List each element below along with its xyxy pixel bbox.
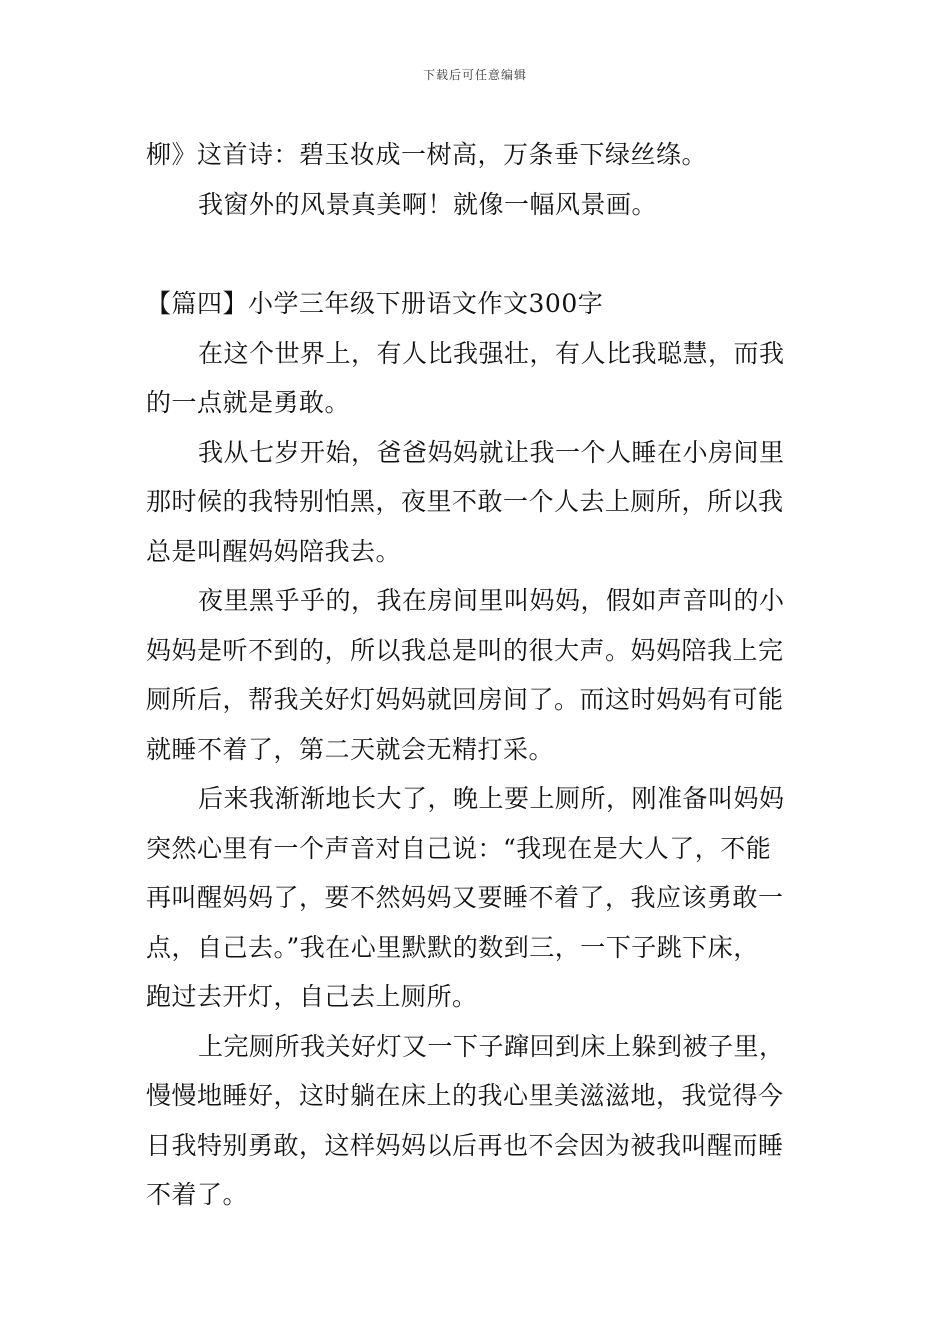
paragraph-gap [146,229,810,279]
essay-line: 慢慢地睡好，这时躺在床上的我心里美滋滋地，我觉得今 [146,1081,784,1110]
essay-line: 后来我渐渐地长大了，晚上要上厕所，刚准备叫妈妈 [198,784,785,813]
document-body [146,130,810,1220]
essay-line: 厕所后，帮我关好灯妈妈就回房间了。而这时妈妈有可能 [146,685,784,714]
essay-line: 那时候的我特别怕黑，夜里不敢一个人去上厕所，所以我 [146,487,784,516]
essay-line: 跑过去开灯，自己去上厕所。 [146,982,478,1011]
essay-line: 夜里黑乎乎的，我在房间里叫妈妈，假如声音叫的小 [198,586,785,615]
essay-line: 再叫醒妈妈了，要不然妈妈又要睡不着了，我应该勇敢一 [146,883,784,912]
essay-line: 上完厕所我关好灯又一下子蹿回到床上躲到被子里， [198,1031,785,1061]
text-line-top-0: 柳》这首诗：碧玉妆成一树高，万条垂下绿丝绦。 [146,140,708,169]
text-line-top-1: 我窗外的风景真美啊！就像一幅风景画。 [198,189,658,219]
essay-line: 突然心里有一个声音对自己说：“我现在是大人了，不能 [146,833,772,863]
page-header-note: 下载后可任意编辑 [422,68,527,82]
essay-line: 就睡不着了，第二天就会无精打采。 [146,734,555,764]
essay-line: 总是叫醒妈妈陪我去。 [146,536,402,566]
essay-text [146,329,810,1220]
essay-line: 的一点就是勇敢。 [146,388,351,417]
essay-line: 妈妈是听不到的，所以我总是叫的很大声。妈妈陪我上完 [146,635,784,665]
essay-line: 我从七岁开始，爸爸妈妈就让我一个人睡在小房间里 [198,437,785,467]
essay-line: 日我特别勇敢，这样妈妈以后再也不会因为被我叫醒而睡 [146,1130,784,1160]
essay-line: 不着了。 [146,1180,249,1209]
section-title: 【篇四】小学三年级下册语文作文300字 [146,289,604,318]
essay-line: 在这个世界上，有人比我强壮，有人比我聪慧，而我 [198,338,785,368]
essay-line: 点，自己去。”我在心里默默的数到三，一下子跳下床， [146,932,759,962]
